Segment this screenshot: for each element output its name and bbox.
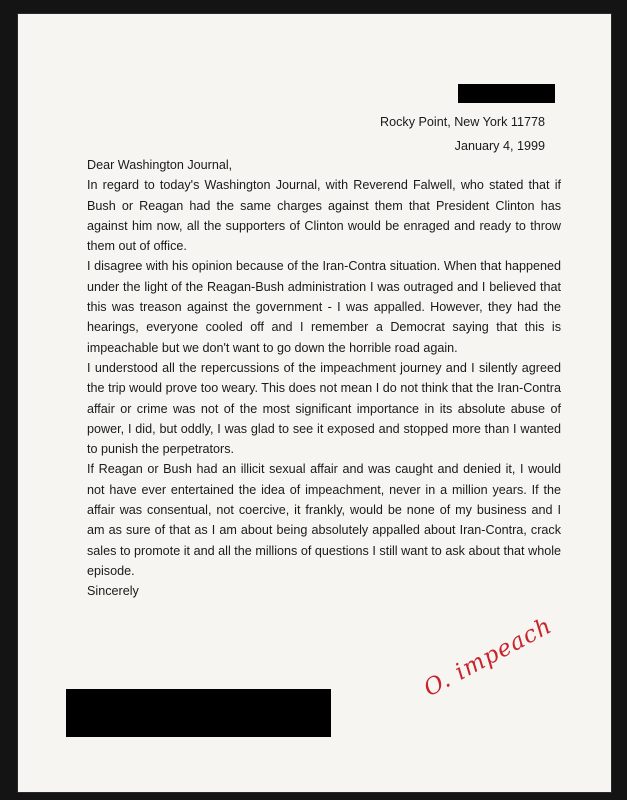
paragraph-1: In regard to today's Washington Journal, with Reverend Falwell, who stated that if Bush or Reagan had the same charges against them that President Clinton has against him now, all the supporters of Clinton would be enraged and ready to throw them out of office. (87, 178, 561, 254)
paragraph-3: I understood all the repercussions of the impeachment journey and I silently agreed the trip would prove too weary. This does not mean I do not think that the Iran-Contra affair or crime was not of the most significant importance in its absolute abuse of power, I did, but oddly, I was glad to see it exposed and stopped more than I wanted to punish the perpetrators. (87, 360, 561, 457)
letter-date: January 4, 1999 (454, 139, 545, 153)
paragraph-2: I disagree with his opinion because of the Iran-Contra situation. When that happened under the light of the Reagan-Bush administration I was outraged and I believed that this was treason against the government - I was appalled. However, they had the hearings, everyone cooled off and I remember a Democrat saying that this is impeachable but we don't want to go down the horrible road again. (87, 259, 561, 355)
redacted-sender-name (458, 84, 555, 103)
paragraph-4: If Reagan or Bush had an illicit sexual affair and was caught and denied it, I would not have ever entertained the idea of impeachment, never in a million years. If the affair was consentual, not coercive, it frankly, would be none of my business and I am as sure of that as I am about being absolutely appalled about Iran-Contra, crack sales to promote it and all the millions of questions I still want to ask about that whole episode. (87, 462, 561, 578)
sender-address-block (380, 110, 545, 158)
redacted-signature (66, 689, 331, 737)
letter-page (18, 14, 611, 792)
letter-body (87, 155, 561, 602)
closing: Sincerely (87, 584, 139, 599)
salutation: Dear Washington Journal, (87, 158, 233, 172)
address-line: Rocky Point, New York 11778 (380, 115, 545, 129)
handwritten-annotation: O. impeach (419, 612, 557, 702)
